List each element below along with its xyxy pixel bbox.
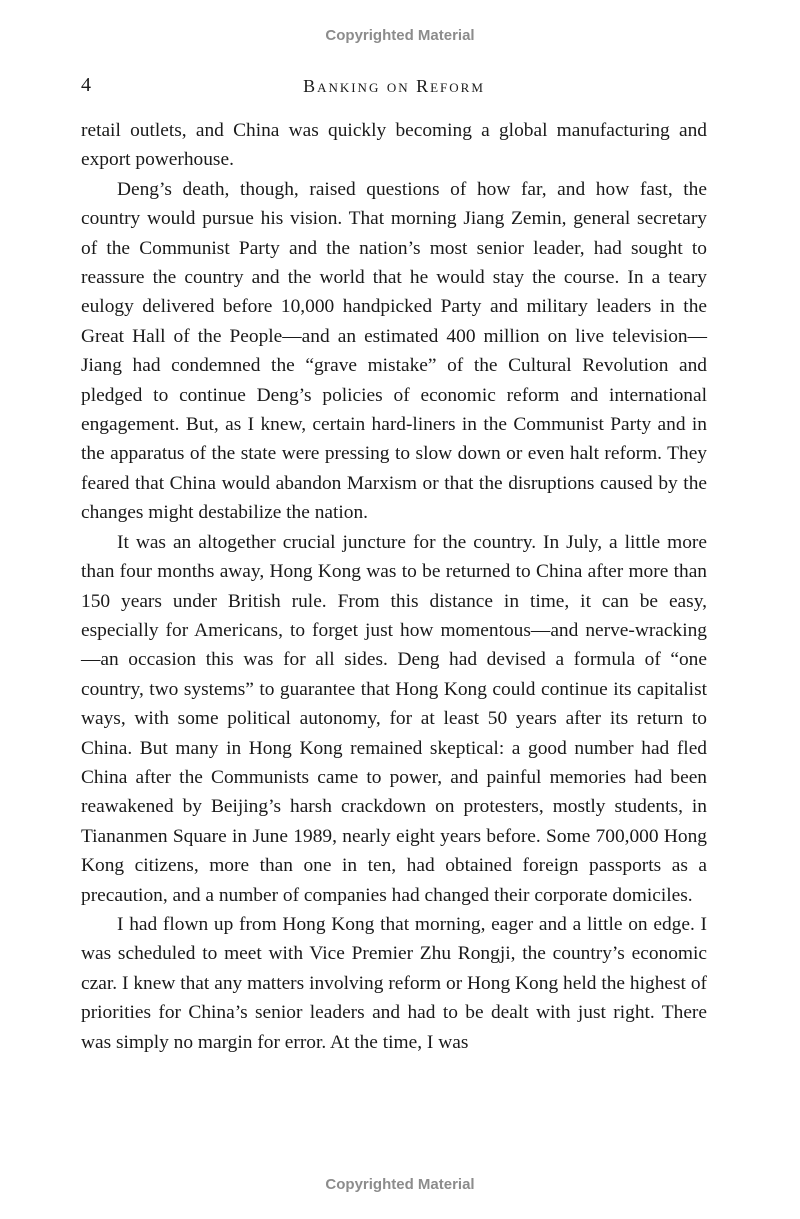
running-title: Banking on Reform: [303, 76, 485, 96]
paragraph-2: Deng’s death, though, raised questions of how far, and how fast, the country would pursue his vision. That morning Jiang Zemin, general secretary of the Communist Party and the nation’s most senior leader, had sought to reassure the country and the world that he would stay the course. In a teary eulogy delivered before 10,000 handpicked Party and military leaders in the Great Hall of the People—and an estimated 400 million on live television—Jiang had condemned the “grave mistake” of the Cultural Revolution and pledged to continue Deng’s policies of economic reform and international engagement. But, as I knew, certain hard-liners in the Communist Party and in the apparatus of the state were pressing to slow down or even halt reform. They feared that China would abandon Marxism or that the disruptions caused by the changes might destabilize the nation.: [81, 178, 707, 524]
copyright-watermark-bottom: Copyrighted Material: [325, 1176, 475, 1193]
paragraph-4: I had flown up from Hong Kong that morning, eager and a little on edge. I was scheduled to meet with Vice Premier Zhu Rongji, the country’s economic czar. I knew that any matters involving reform or Hong Kong held the highest of priorities for China’s senior leaders and had to be dealt with just right. There was simply no margin for error. At the time, I was: [81, 913, 707, 1053]
paragraph-3: It was an altogether crucial juncture for the country. In July, a little more than four months away, Hong Kong was to be returned to China after more than 150 years under British rule. From this distance in time, it can be easy, especially for Americans, to forget just how momentous—and nerve-wracking—an occasion this was for all sides. Deng had devised a formula of “one country, two systems” to guarantee that Hong Kong could continue its capitalist ways, with some political autonomy, for at least 50 years after its return to China. But many in Hong Kong remained skeptical: a good number had fled China after the Communists came to power, and painful memories had been reawakened by Beijing’s harsh crackdown on protesters, mostly students, in Tiananmen Square in June 1989, nearly eight years before. Some 700,000 Hong Kong citizens, more than one in ten, had obtained foreign passports as a precaution, and a number of companies had changed their corporate domiciles.: [81, 531, 707, 906]
page-header: [81, 74, 707, 100]
body-text: [81, 116, 707, 1057]
copyright-watermark-top: Copyrighted Material: [325, 27, 475, 44]
page-number: 4: [81, 74, 91, 96]
paragraph-1: retail outlets, and China was quickly becoming a global manufacturing and export powerhouse.: [81, 120, 707, 171]
